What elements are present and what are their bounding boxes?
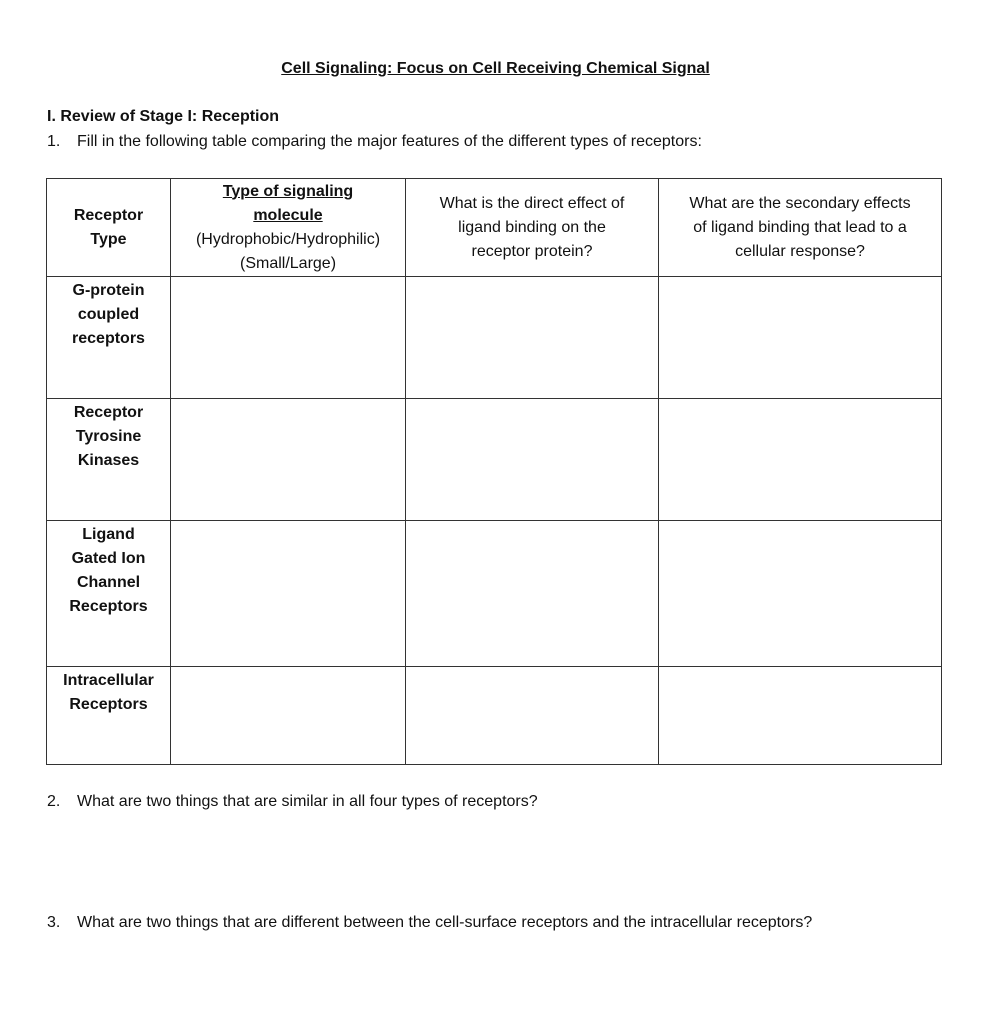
answer-cell-signaling-molecule[interactable] xyxy=(171,399,406,521)
row-label-line: Receptor xyxy=(73,404,144,421)
receptor-comparison-table xyxy=(46,178,942,765)
header-receptor-type xyxy=(47,179,171,277)
row-label-intracellular-receptors xyxy=(47,667,171,765)
row-label-line: Ligand xyxy=(82,526,135,543)
question-1 xyxy=(47,133,702,151)
header-direct-effect-line: What is the direct effect of xyxy=(439,194,625,212)
header-signaling-molecule xyxy=(171,179,406,277)
row-label-line: Receptors xyxy=(69,696,148,713)
answer-cell-secondary-effects[interactable] xyxy=(659,399,942,521)
row-label-line: Intracellular xyxy=(63,672,154,689)
answer-cell-direct-effect[interactable] xyxy=(406,399,659,521)
row-label-line: coupled xyxy=(77,306,140,323)
header-direct-effect-line: receptor protein? xyxy=(471,242,593,260)
header-secondary-effects-line: What are the secondary effects xyxy=(689,194,911,212)
row-label-line: Receptors xyxy=(69,598,148,615)
table-row xyxy=(47,667,942,765)
row-label-line: receptors xyxy=(72,330,145,347)
row-label-receptor-tyrosine-kinases xyxy=(47,399,171,521)
header-direct-effect-line: ligand binding on the xyxy=(458,218,606,236)
answer-cell-direct-effect[interactable] xyxy=(406,277,659,399)
row-label-g-protein-coupled-receptors xyxy=(47,277,171,399)
answer-cell-direct-effect[interactable] xyxy=(406,521,659,667)
question-2-text: What are two things that are similar in all four types of receptors? xyxy=(77,793,538,810)
header-secondary-effects xyxy=(659,179,942,277)
answer-cell-secondary-effects[interactable] xyxy=(659,277,942,399)
header-signaling-molecule-subtitle: (Small/Large) xyxy=(239,254,337,272)
page-title: Cell Signaling: Focus on Cell Receiving Chemical Signal xyxy=(281,60,710,77)
row-label-line: Gated Ion xyxy=(71,550,146,567)
header-signaling-molecule-title: molecule xyxy=(253,206,323,224)
answer-cell-signaling-molecule[interactable] xyxy=(171,277,406,399)
header-receptor-type-line: Type xyxy=(90,230,127,248)
question-3-text: What are two things that are different between the cell-surface receptors and the intracellular receptors? xyxy=(77,914,813,931)
row-label-line: Kinases xyxy=(77,452,140,469)
row-label-line: G-protein xyxy=(72,282,145,299)
header-direct-effect xyxy=(406,179,659,277)
answer-cell-direct-effect[interactable] xyxy=(406,667,659,765)
answer-cell-signaling-molecule[interactable] xyxy=(171,521,406,667)
table-row xyxy=(47,521,942,667)
question-1-number: 1. xyxy=(47,133,61,150)
question-2 xyxy=(47,793,538,811)
question-3 xyxy=(47,914,812,932)
question-1-text: Fill in the following table comparing the major features of the different types of receptors: xyxy=(77,133,702,150)
table-row xyxy=(47,277,942,399)
answer-cell-secondary-effects[interactable] xyxy=(659,667,942,765)
header-signaling-molecule-subtitle: (Hydrophobic/Hydrophilic) xyxy=(195,230,381,248)
row-label-line: Tyrosine xyxy=(75,428,142,445)
table-row xyxy=(47,399,942,521)
header-secondary-effects-line: cellular response? xyxy=(735,242,865,260)
header-secondary-effects-line: of ligand binding that lead to a xyxy=(693,218,907,236)
question-2-number: 2. xyxy=(47,793,61,810)
header-signaling-molecule-title: Type of signaling xyxy=(222,182,354,200)
answer-cell-signaling-molecule[interactable] xyxy=(171,667,406,765)
row-label-line: Channel xyxy=(76,574,141,591)
question-3-number: 3. xyxy=(47,914,61,931)
table-header-row xyxy=(47,179,942,277)
row-label-ligand-gated-ion-channel-receptors xyxy=(47,521,171,667)
answer-cell-secondary-effects[interactable] xyxy=(659,521,942,667)
header-receptor-type-line: Receptor xyxy=(73,206,144,224)
section-heading: I. Review of Stage I: Reception xyxy=(47,108,280,125)
